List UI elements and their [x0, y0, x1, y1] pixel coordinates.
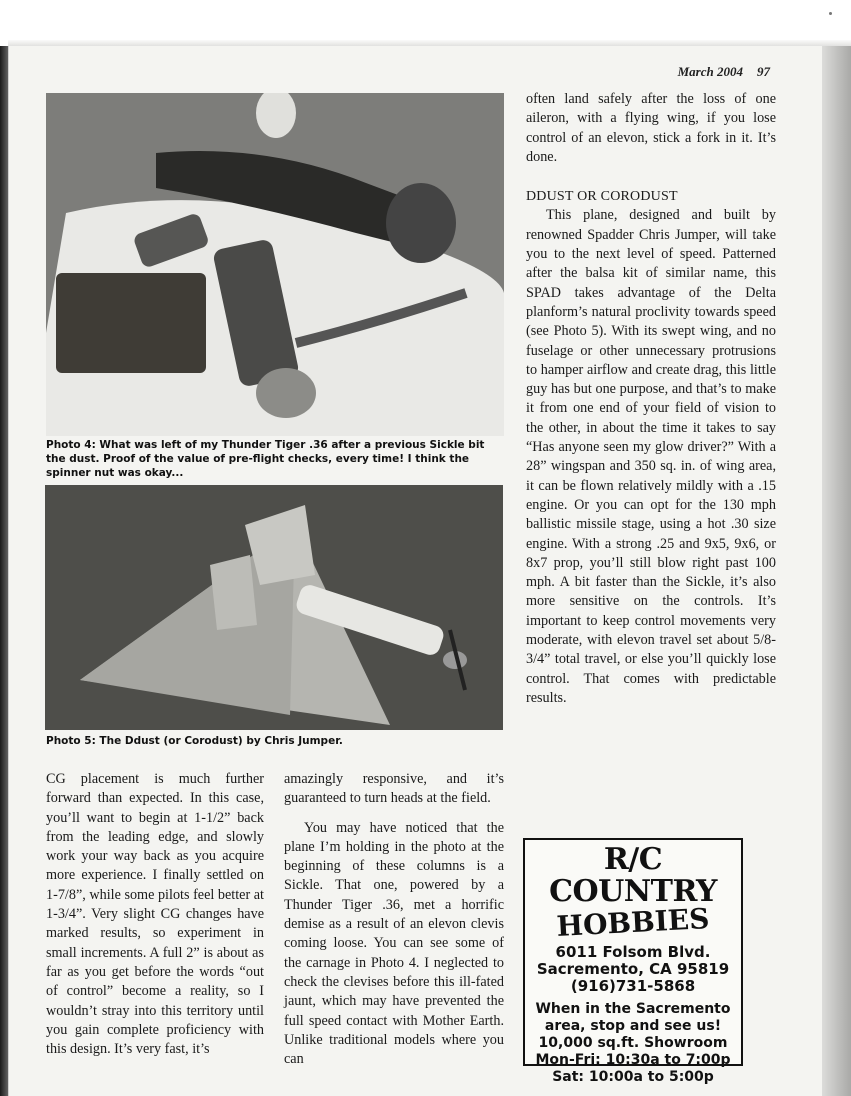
paragraph: often land safely after the loss of one aileron, with a flying wing, if you lose control of an elevon, stick a fork in it. It’s done. [526, 91, 776, 165]
ad-promo-line-2: area, stop and see us! [544, 1018, 722, 1034]
paragraph: amazingly responsive, and it’s guaranteed to turn heads at the field. [284, 771, 504, 807]
page-right-edge [822, 46, 851, 1096]
right-column [526, 90, 776, 708]
ad-hours-saturday: Sat: 10:00a to 5:00p [552, 1069, 714, 1085]
photo-4-caption: Photo 4: What was left of my Thunder Tiger .36 after a previous Sickle bit the dust. Proof of the value of pre-flight checks, every time! I think the spinner nut was okay... [46, 439, 485, 479]
ad-hours-weekday: Mon-Fri: 10:30a to 7:00p [535, 1052, 731, 1068]
bottom-middle-column [284, 770, 504, 1069]
ad-address: 6011 Folsom Blvd. [555, 943, 711, 961]
paragraph: You may have noticed that the plane I’m holding in the photo at the beginning of these columns is a Sickle. That one, powered by a Thunder Tiger .36, met a horrific demise as a result of an elevon clevis coming loose. You can see some of the carnage in Photo 4. I neglected to check the clevises before this ill-fated jaunt, which may have prevented the full speed contact with Mother Earth. Unlike traditional models where you can [284, 819, 504, 1068]
issue-date: March 2004 [677, 64, 743, 79]
photo-5-ddust-plane [45, 485, 503, 730]
ad-promo-line-1: When in the Sacremento [535, 1001, 731, 1017]
bottom-left-column [46, 770, 264, 1059]
ad-phone: (916)731-5868 [570, 977, 696, 995]
section-heading: DDUST OR CORODUST [526, 189, 678, 205]
photo-4-engine-wreckage [46, 93, 504, 436]
photo-5-caption: Photo 5: The Ddust (or Corodust) by Chris Jumper. [46, 735, 343, 747]
ad-city: Sacremento, CA 95819 [536, 960, 730, 978]
ad-logo-line-1: R/C COUNTRY [549, 842, 717, 909]
photo-4-illustration [46, 93, 504, 436]
ad-showroom: 10,000 sq.ft. Showroom [538, 1035, 728, 1051]
rc-country-hobbies-ad [523, 838, 743, 1085]
paragraph: CG placement is much further forward than expected. In this case, you’ll want to begin at 1-1/2” back from the leading edge, and slowly work your way back as you acquire more experience. I finally settled on 1-7/8”, while some pilots feel better at 1-3/4”. Very slight CG changes have marked results, so experiment in small increments. A full 2” is about as far as you get before the words “out of control” become a reality, so I wouldn’t stray into this territory until you gain complete proficiency with this design. It’s very fast, it’s [46, 771, 264, 1058]
ad-logo-line-2: HOBBIES [555, 902, 711, 943]
paragraph: This plane, designed and built by renowned Spadder Chris Jumper, will take you to the next level of speed. Patterned after the balsa kit of similar name, this SPAD takes advantage of the Delta planform’s natural proclivity towards speed (see Photo 5). With its swept wing, and no fuselage or other unnecessary protrusions to hamper airflow and create drag, this little guy has but one purpose, and that’s to make it from one end of your field of vision to the other, in about the time it takes to say “Has anyone seen my glow driver?” With a 28” wingspan and 350 sq. in. of wing area, it can be flown relatively mildly with a .15 engine. Or you can opt for the 130 mph ballistic missile stage, using a hot .30 size engine. With a strong .25 and 9x5, 9x6, or 8x7 prop, you’ll still blow right past 100 mph. A bit faster than the Sickle, it’s also more sensitive on the controls. It’s important to keep control movements very moderate, with elevon travel set about 5/8-3/4” total travel, or else you’ll quickly lose control. That comes with predictable results. [526, 207, 776, 706]
page-header [640, 64, 770, 80]
page-number: 97 [757, 64, 770, 79]
scan-speck [829, 12, 832, 15]
photo-5-illustration [45, 485, 503, 730]
